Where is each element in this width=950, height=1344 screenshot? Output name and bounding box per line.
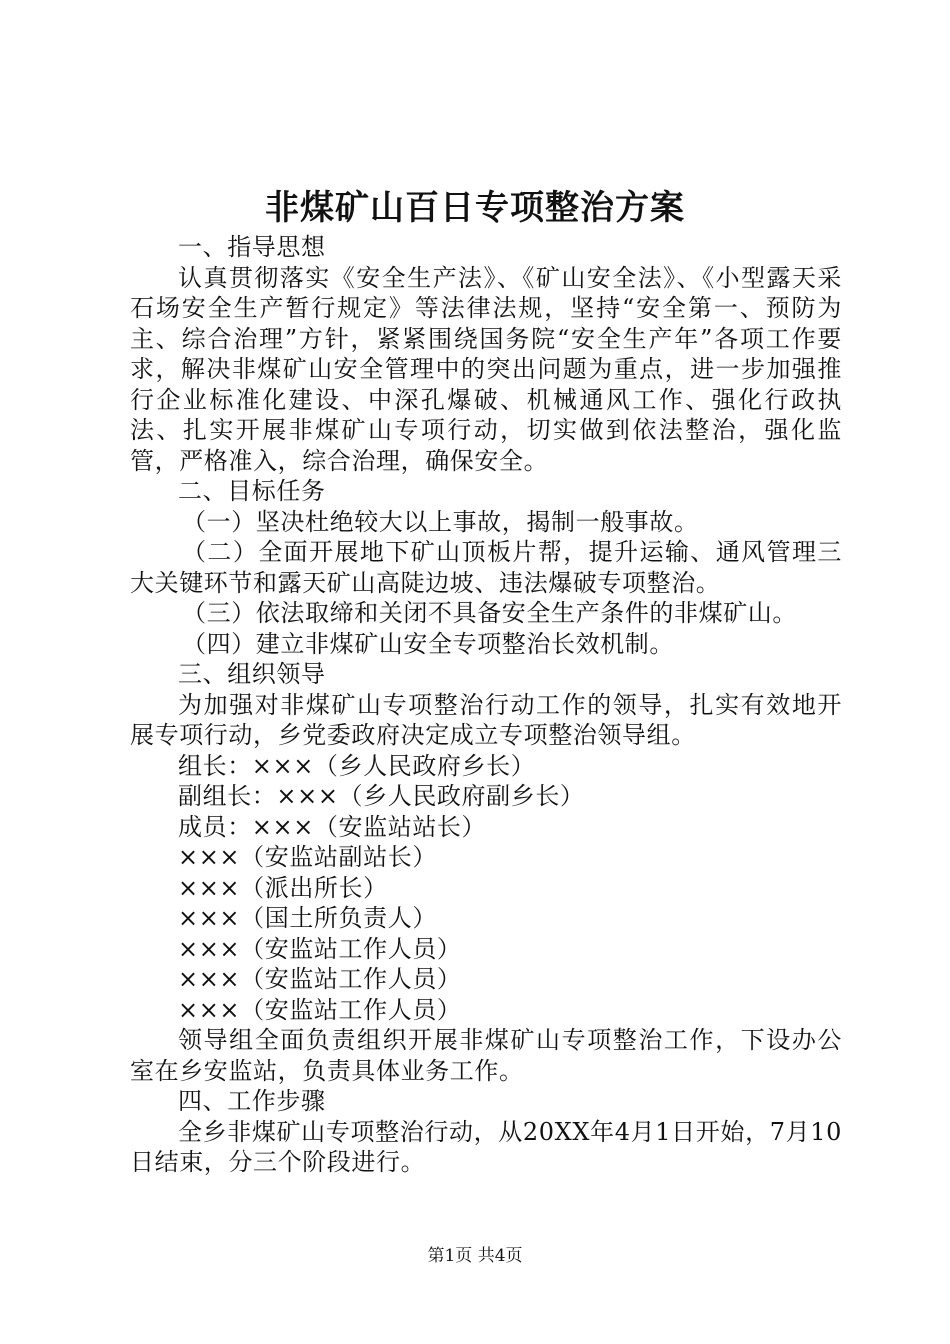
member-line: ×××（安监站副站长） bbox=[178, 843, 437, 871]
paragraph-guiding-ideology: 认真贯彻落实《安全生产法》、《矿山安全法》、《小型露天采石场安全生产暂行规定》等法律法规，坚持“安全第一、预防为主、综合治理”方针，紧紧围绕国务院“安全生产年”各项工作要求，解决非煤矿山安全管理中的突出问题为重点，进一步加强推行企业标准化建设、中深孔爆破、机械通风工作、强化行政执法、扎实开展非煤矿山专项行动，切实做到依法整治，强化监管，严格准入，综合治理，确保安全。 bbox=[130, 263, 842, 475]
member-leader: 组长：×××（乡人民政府乡长） bbox=[178, 751, 536, 780]
objective-item-1: （一）坚决杜绝较大以上事故，揭制一般事故。 bbox=[182, 507, 699, 536]
objective-item-3: （三）依法取缔和关闭不具备安全生产条件的非煤矿山。 bbox=[182, 599, 797, 627]
member-deputy-leader: 副组长：×××（乡人民政府副乡长） bbox=[178, 782, 585, 810]
paragraph-organization: 为加强对非煤矿山专项整治行动工作的领导，扎实有效地开展专项行动，乡党委政府决定成立专项整治领导组。 bbox=[130, 690, 842, 749]
page-footer: 第1页 共4页 bbox=[427, 1246, 523, 1266]
objective-item-2: （二）全面开展地下矿山顶板片帮，提升运输、通风管理三大关键环节和露天矿山高陡边坡、违法爆破专项整治。 bbox=[130, 538, 842, 597]
objective-item-4: （四）建立非煤矿山安全专项整治长效机制。 bbox=[182, 629, 674, 658]
document-title: 非煤矿山百日专项整治方案 bbox=[265, 188, 685, 228]
document-body bbox=[130, 232, 842, 1178]
section-heading-objectives: 二、目标任务 bbox=[178, 477, 326, 505]
section-heading-guiding-ideology: 一、指导思想 bbox=[178, 233, 326, 261]
section-heading-organization: 三、组织领导 bbox=[178, 660, 326, 688]
paragraph-work-steps: 全乡非煤矿山专项整治行动，从20XX年4月1日开始，7月10日结束，分三个阶段进行。 bbox=[130, 1117, 842, 1176]
member-line: ×××（安监站工作人员） bbox=[178, 995, 462, 1024]
member-line: ×××（安监站工作人员） bbox=[178, 934, 462, 963]
member-line: ×××（派出所长） bbox=[178, 873, 388, 902]
section-heading-work-steps: 四、工作步骤 bbox=[178, 1087, 326, 1115]
paragraph-office: 领导组全面负责组织开展非煤矿山专项整治工作，下设办公室在乡安监站，负责具体业务工作。 bbox=[130, 1026, 842, 1085]
member-members: 成员：×××（安监站站长） bbox=[178, 812, 487, 841]
member-line: ×××（国土所负责人） bbox=[178, 904, 437, 932]
member-line: ×××（安监站工作人员） bbox=[178, 965, 462, 993]
